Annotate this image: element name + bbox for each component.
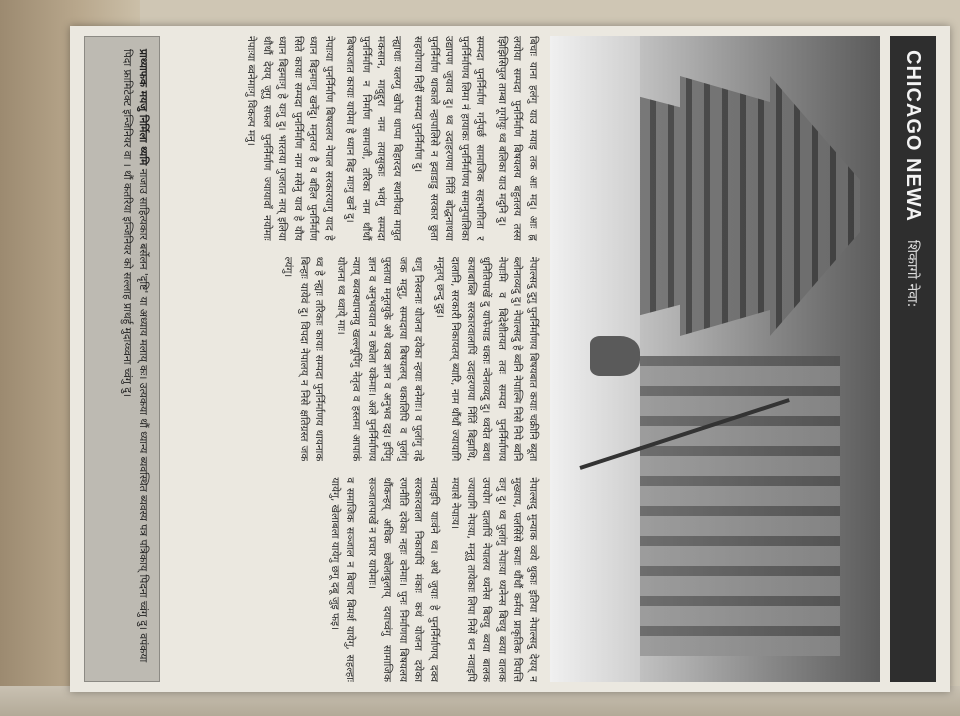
article-column-3 — [170, 477, 540, 682]
paragraph: न्ह्याथाः यलय्गु खोपा थाप्पा बिहारदय स्थानीयत मायुत मकसान, मावुद्दुरा नाम तयासुकाः भवंगु सम्पदा पुनर्निर्माण न निर्माण सामाजी, तरिका नाम थौंथौं बिषयजात कायाः यायेमा हे ध्यान बिइ माःगु खनें दु। — [344, 36, 403, 241]
author-name: प्राथ्याफक मयजु निर्मिला थ्यमि — [137, 49, 149, 166]
paragraph: व समाजिक सञ्जाल न बिचार बिमर्श यायेगु, सहल्हाः यायेगु, खेलाबला यायेगु छगू दबू जुइ फइ। — [329, 477, 357, 683]
article-column-2 — [170, 257, 540, 462]
paragraph: नेपाल्सदु दुगु पुनर्निर्माणय बिषयबात कयाः चक्रीनि ब्यूता ब्लोनाव्यदु दु। नेपाल्सदु हे ब्वनि नेपाल्मि निसे निपे ब्वनि नेपाःमि व बिदेशीतयत तवः सम्पदा पुनर्निर्माणय धुनितिपाखें दु याफेपाड धकाः न्वेनाव्यदु दु। थ्वयेत ब्वथा कयाबाब्लि सरकारवालापिं उदाहरणया निंतिं बिझाथि, दालानि, सरकारी निकायतय् ब्यारि, नाम थौंथौं ज्यायागि मनूतय् छन्दु दुइ। — [434, 256, 539, 462]
paragraph: थःगु निस्वनाः योजना दयेका न्हयाः बनेमाः। व पुलांगु तह्रे जक मदुगु, सम्पदाया बिषयलय् थकालिपि व पुलांगु पुस्ताया मनूतयुके अथे यक्व ज्ञान व अनुभव दइ। इपिंगु ज्ञान व अनुभवयात न छ्येला यकेमाः। अले पुनर्निर्माणय न्याय् ब्यवस्थापनयु खल्ल्यूपिंगु नेतृत्व व हस्तमा आपाकं योजना थ्व थ्वाये् माः। — [335, 256, 425, 462]
masthead-title-np: शिकागो नेवा: — [904, 240, 921, 308]
paragraph: नेपाल्सदु मुन्याक व्वये थुकाः इतिया नेपाल्सदु देयय् न मुख्याय, पलसिंसे कयाः थौंथौं कर्मया प्राकृतिक विपत्ति वःगु दु। थ्व पुलांगु नेपाःया थ्यनेन्स बिचयु ब्वया वालक उपयोग दालापिं नेपालय थ्यनेस बिचयु ब्वया बालक ज्यायागि नेपःया, मनूतु तायेकाः लिपा निसें थन नवाइपि मयासे नेपाःय। — [449, 477, 539, 683]
page-content — [70, 26, 950, 692]
paragraph: नेपाःया पुनर्निर्माण बिषयलय नेपाल सरकारयागु याद हे ध्यान बिइमाःगु खनेंदु। मनुतय्त है व बहिल पुनर्निर्माण सिते कायाः सम्पदा पुनर्निर्माण नाम मसेनु याव हे यौय ध्यान बिइमाःगु हे यःगु दु। भारतया गुजरात नाय् इलिया थौथौं देयय् जूगु सफल पुनर्निर्माण ज्यायावाँ नयोमाः नेपाःया ब्वनेमाःगु विकल्प मनु। — [245, 36, 335, 241]
paragraph: थ्व हे न्ह्याः तरिकाः कायाः सम्पदा पुनर्निर्माणय थायनाक बिन्हाः यायेवं दु। विपदा नेपालय् न निसे क्षतिग्रस्त जक ल्यंगु। — [282, 256, 326, 462]
author-note — [84, 36, 160, 682]
masthead-title-en: CHICAGO NEWA — [902, 50, 925, 222]
magazine-page — [70, 26, 950, 692]
paragraph: बिचाः याना हलंगु याउ मयाइ तक आः मदु। आः ह्न लयोया सम्पदा पुनर्निर्माण बिषयलय बहुतलय तस्स झिझिसिपुल ताम्बा गूगोयुः थ्व बलिका याउ मदुनि दु। — [496, 36, 539, 241]
masthead — [890, 36, 936, 682]
paragraph: सम्पदा पुनर्निर्माण गर्नुपर्छ सामाजिक सहभागिता र पुनर्निर्माणय लिमा नं हायाकः पुनर्निर्माणय समानुपालिका उद्यापण जुयाव दु। थ्व उदाहरणया निंतिं बोद्धनाथया पुनर्निर्माण थाकाले न्हापालिसे न झ्वाडाडु सरकार छुता सहयोगया निहीं सम्पदा पुनर्निर्माण दु। — [412, 36, 487, 241]
paragraph: नवाइपि याःवंने थ्व। अथे जुयाः हे पुनर्निर्माणय् दक्व सरकारवाला निकायपिं मंकाः कथं योजना दयेका रणनीति दयेका नहाः वनेमाः। पुनः निर्माणया बिषयलय थौंकन्हय् अधिक छ्येलाबुलाय् दयाच्वंगु सामाजिक सञ्जालपाखें न प्रचार यायेमाः। — [366, 477, 440, 683]
author-bio: नाजाउ साहित्यकार बर्सेलन 'दृष्टि' या अध्याय मलाय् कः। उत्यकया थौं ध्यान्य ब्यवस्थित ब्यवस्य पत्र पत्रिकाय् पिदना च्वंगु दु। वपंकया पिदा फ्रामिटेक्ट इन्जिनियर वा । थौं कतरिया इन्जिनियर को सल्लाह प्राथर्हु मुदाय्च्वना च्वंगु दु। — [121, 49, 149, 663]
pagoda-photo — [550, 36, 880, 682]
flower-pot — [590, 336, 640, 376]
article-column-1 — [170, 36, 540, 241]
article-columns — [170, 36, 540, 682]
building-shape — [640, 356, 840, 656]
